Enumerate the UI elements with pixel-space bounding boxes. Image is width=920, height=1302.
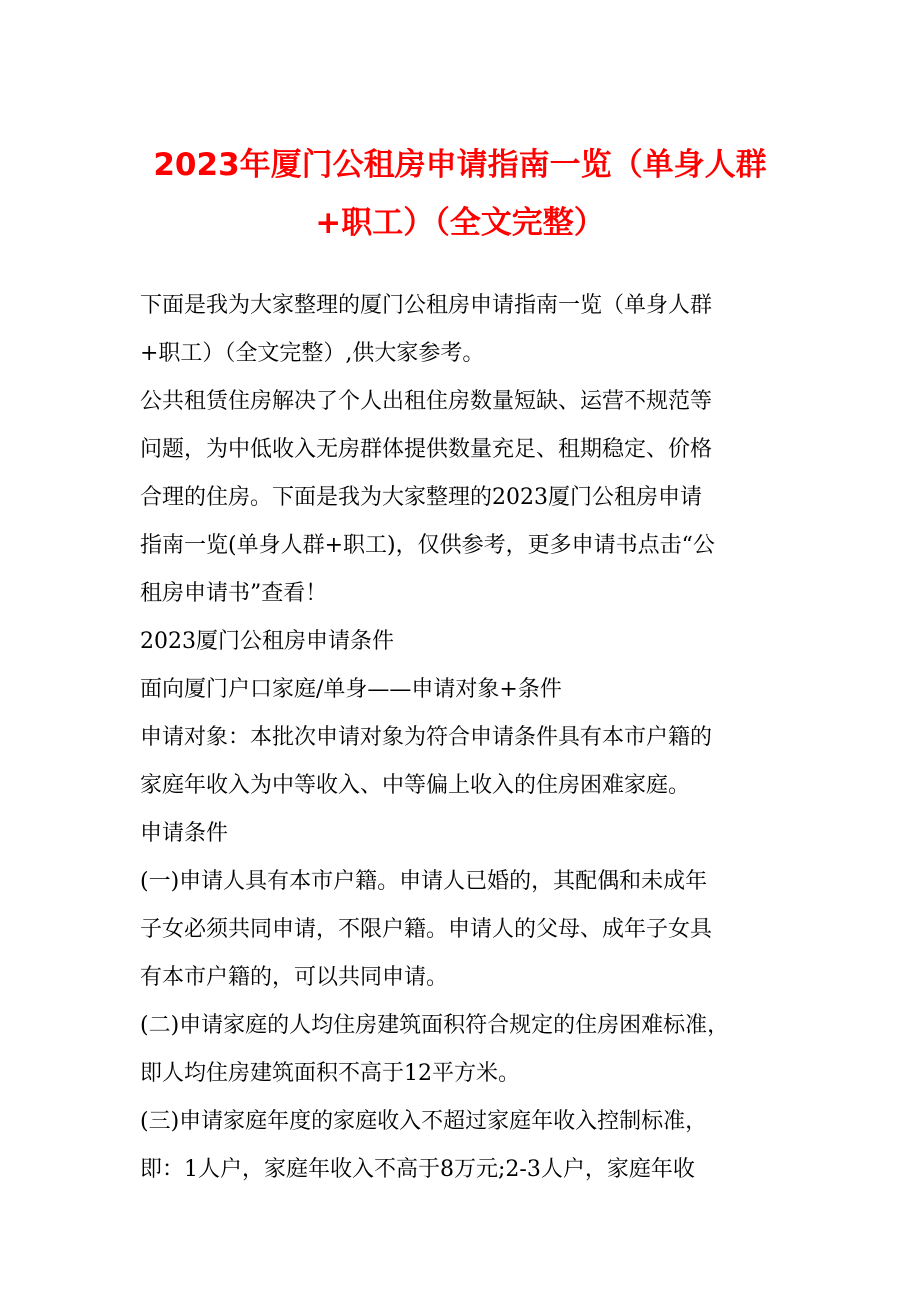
title-line-2: +职工）（全文完整）: [315, 205, 605, 241]
document-body: [140, 282, 790, 1194]
body-line: 面向厦门户口家庭/单身——申请对象+条件: [140, 677, 562, 702]
body-line: 问题，为中低收入无房群体提供数量充足、租期稳定、价格: [140, 437, 713, 462]
body-line: 合理的住房。下面是我为大家整理的2023厦门公租房申请: [140, 485, 702, 510]
body-line: 即：1人户，家庭年收入不高于8万元;2-3人户，家庭年收: [140, 1157, 695, 1182]
body-line: 下面是我为大家整理的厦门公租房申请指南一览（单身人群: [140, 293, 713, 318]
section-heading: 申请条件: [140, 821, 229, 846]
body-line: 家庭年收入为中等收入、中等偏上收入的住房困难家庭。: [140, 773, 691, 798]
document-title: [120, 136, 800, 252]
body-line: 即人均住房建筑面积不高于12平方米。: [140, 1061, 520, 1086]
body-line: 申请对象：本批次申请对象为符合申请条件具有本市户籍的: [140, 725, 713, 750]
body-line: +职工）（全文完整）,供大家参考。: [140, 341, 485, 366]
body-line: 公共租赁住房解决了个人出租住房数量短缺、运营不规范等: [140, 389, 713, 414]
section-heading: 2023厦门公租房申请条件: [140, 629, 394, 654]
body-line: (三)申请家庭年度的家庭收入不超过家庭年收入控制标准，: [140, 1109, 708, 1134]
body-line: 有本市户籍的，可以共同申请。: [140, 965, 449, 990]
body-line: 租房申请书”查看！: [140, 581, 328, 606]
body-line: 子女必须共同申请，不限户籍。申请人的父母、成年子女具: [140, 917, 713, 942]
body-line: (二)申请家庭的人均住房建筑面积符合规定的住房困难标准，: [140, 1013, 730, 1038]
body-line: 指南一览(单身人群+职工)，仅供参考，更多申请书点击“公: [140, 533, 715, 558]
body-line: (一)申请人具有本市户籍。申请人已婚的，其配偶和未成年: [140, 869, 708, 894]
title-line-1: 2023年厦门公租房申请指南一览（单身人群: [153, 147, 767, 183]
